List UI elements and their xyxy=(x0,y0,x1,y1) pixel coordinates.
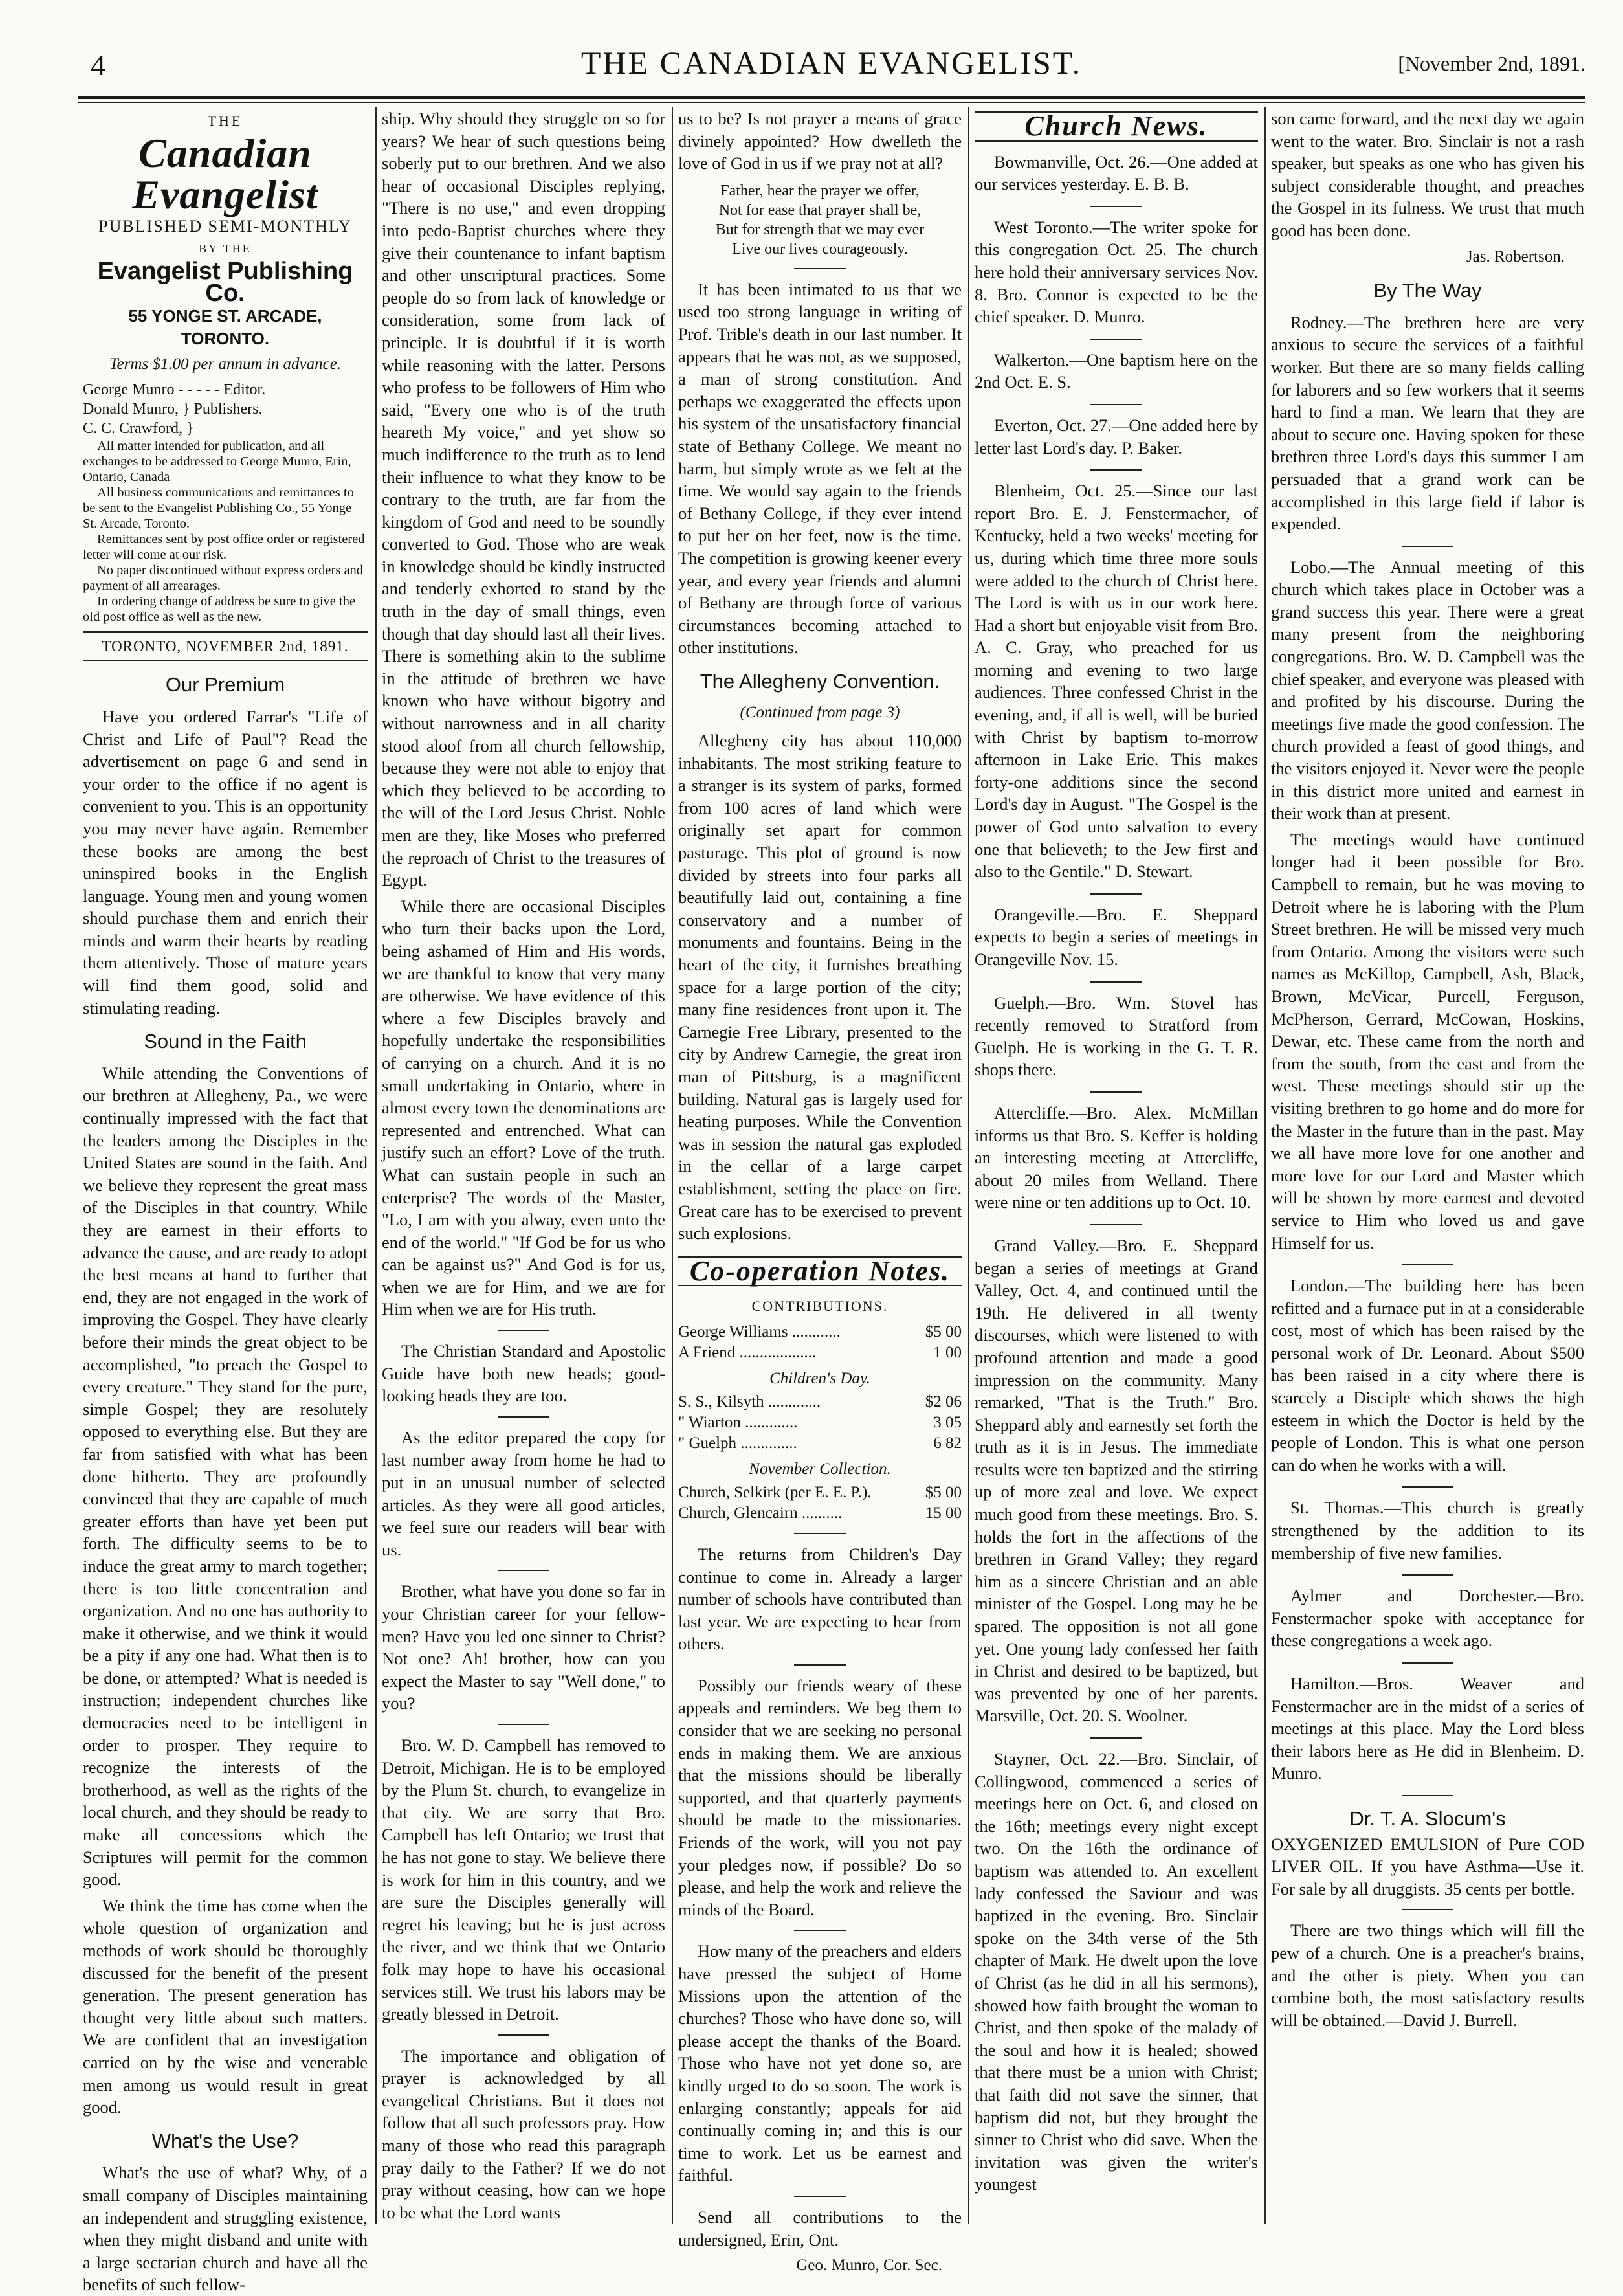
masthead-note: In ordering change of address be sure to give the old post office as well as the new. xyxy=(83,594,356,624)
news-text: Walkerton.—One baptism here on the 2nd Oct. E. S. xyxy=(975,350,1258,392)
use-text: What's the use of what? Why, of a small company of Disciples maintaining an independent and struggling existence, when they might disband and unite with a large sectarian church and have all the benefits of such fellow- xyxy=(83,2163,368,2295)
ledger-amount: $2 06 xyxy=(925,1392,962,1410)
article-paragraph: Bro. W. D. Campbell has removed to Detroit, Michigan. He is to be employed by the Plum St. church, to evangelize in that city. We are sorry that Bro. Campbell has left Ontario; we trust that he has not gone to stay. We believe there is work for him in this country, and we are sure the Disciples generally will regret his leaving; but he is just across the river, and we think that we Ontario folk may hope to have his occasional services still. We trust his labors may be greatly blessed in Detroit. xyxy=(382,1735,665,2024)
masthead-note: No paper discontinued without express orders and payment of all arrearages. xyxy=(83,563,364,593)
news-text: West Toronto.—The writer spoke for this congregation Oct. 25. The church here hold their anniversary services Nov. 8. Bro. Connor is expected to be the chief speaker. D. Munro. xyxy=(975,217,1258,327)
news-text: Everton, Oct. 27.—One added here by letter last Lord's day. P. Baker. xyxy=(975,415,1258,458)
article-paragraph: us to be? Is not prayer a means of grace divinely appointed? How dwelleth the love of God in us if we pray not at all? xyxy=(678,109,962,173)
divider xyxy=(794,2196,846,2197)
news-item xyxy=(975,1102,1258,1214)
news-item xyxy=(975,1234,1258,1727)
article-paragraph: The Christian Standard and Apostolic Guide have both new heads; good-looking heads they are too. xyxy=(382,1341,665,1406)
divider xyxy=(794,268,846,269)
poem xyxy=(678,181,962,259)
article-paragraph: The returns from Children's Day continue to come in. Already a larger number of schools have contributed than last year. We are expecting to hear from others. xyxy=(678,1544,962,1654)
ad-heading: Dr. T. A. Slocum's xyxy=(1349,1807,1506,1830)
ledger-amount: 3 05 xyxy=(933,1413,962,1431)
masthead-address: 55 YONGE ST. ARCADE, TORONTO. xyxy=(128,306,322,348)
news-item xyxy=(975,904,1258,971)
column-1 xyxy=(83,107,368,2295)
masthead-publishers: Donald Munro, } Publishers. xyxy=(83,400,263,418)
page-number: 4 xyxy=(91,49,105,82)
ledger-row xyxy=(678,1433,962,1454)
news-item xyxy=(1271,1673,1584,1785)
premium-text: Have you ordered Farrar's "Life of Christ and Life of Paul"? Read the advertisement on page 6 and send in your order to the office if no agent is convenient to you. This is an opportunity you may never have again. Remember these books are among the best uninspired books in the English language. Young men and young women should purchase them and enrich their minds and warm their hearts by reading them attentively. Those of mature years will find them good, solid and stimulating reading. xyxy=(83,706,368,1018)
ad-text: OXYGENIZED EMULSION of Pure COD LIVER OIL. If you have Asthma—Use it. For sale by all druggists. 35 cents per bottle. xyxy=(1271,1834,1584,1899)
article-paragraph: ship. Why should they struggle on so for years? We hear of such questions being soberly put to our brethren. And we also hear of occasional Disciples replying, "There is no use," and even dropping into pedo-Baptist churches where they give their countenance to infant baptism and other unscriptural practices. Some people do so from lack of knowledge or consideration, some from lack of principle. It is doubtful if it is worth while reasoning with the latter. Persons who profess to be followers of Him who said, "Every one who is of the truth heareth My voice," and yet show so much indifference to the truth as to lend their influence to what they know to be contrary to the truth, are far from the kingdom of God and need to be soundly converted to God. Those who are weak in knowledge should be kindly instructed and tenderly exhorted to stand by the truth in the day of small things, even though that day should last all their lives. There is something akin to the sublime in the attitude of brethren we have known who have without bigotry and without narrowness and in all charity stood aloof from all church fellowship, because they were not able to enjoy that which they believed to be according to the will of the Lord Jesus Christ. Noble men are they, like Moses who preferred the reproach of Christ to the treasures of Egypt. xyxy=(382,109,665,890)
divider xyxy=(1090,981,1142,983)
news-item xyxy=(1271,1497,1584,1564)
masthead-terms: Terms $1.00 per annum in advance. xyxy=(109,355,342,373)
news-text: Stayner, Oct. 22.—Bro. Sinclair, of Collingwood, commenced a series of meetings here on Oct. 6, and closed on the 16th; meetings every night except two. On the 16th the ordinance of baptism was attended to. An excellent lady confessed the Saviour and was baptized in the evening. Bro. Sinclair spoke on the 34th verse of the 5th chapter of Mark. He dwelt upon the love of Christ (as he did in all his sermons), showed how faith brought the woman to Christ, and then spoke of the malady of the soul and how it is healed; showed that there must be a union with Christ; that faith did not save the sinner, that baptism did not, but they brought the sinner to Christ who did save. When the invitation was given the writer's youngest xyxy=(975,1749,1258,2194)
contributions-label: CONTRIBUTIONS. xyxy=(751,1298,889,1315)
allegheny-heading: The Allegheny Convention. xyxy=(700,669,940,693)
ledger-row xyxy=(678,1503,962,1524)
allegheny-subheading: (Continued from page 3) xyxy=(740,704,900,722)
november-label: November Collection. xyxy=(749,1460,891,1478)
ledger-amount: 6 82 xyxy=(933,1434,962,1452)
news-item xyxy=(975,349,1258,394)
masthead-name: Canadian Evangelist xyxy=(132,129,318,217)
news-text: London.—The building here has been refitted and a furnace put in at a considerable cost, most of which has been raised by the personal work of Dr. Leonard. About $500 has been raised in a city where there is scarcely a Disciple which shows the high esteem in which the Doctor is held by the people of London. This is what one person can do when he works with a will. xyxy=(1271,1276,1584,1475)
news-text: Rodney.—The brethren here are very anxious to secure the services of a faithful worker. But there are so many fields calling for laborers and so few workers that it seems hard to find a man. We learn that they are about to secure one. Having spoken for these brethren three Lord's days this summer I am persuaded that a grand work can be accomplished in this large field if labor is expended. xyxy=(1271,312,1584,534)
masthead-published: PUBLISHED SEMI-MONTHLY xyxy=(98,216,352,236)
masthead-publishers-2: C. C. Crawford, } xyxy=(83,419,194,437)
faith-paragraph: While attending the Conventions of our brethren at Allegheny, Pa., we were continually impressed with the fact that the leaders among the Disciples in the United States are sound in the faith. And we believe they represent the great mass of the Disciples in that country. While they are earnest in their efforts to advance the cause, and are ready to adopt the best means at hand to further that end, they are not engaged in the work of improving the Gospel. They have clearly before their minds the great object to be accomplished, "to preach the Gospel to every creature." They stand for the pure, simple Gospel; they are resolutely opposed to everything else. But they are far from satisfied with what has been done hitherto. They are profoundly convinced that they are capable of much greater efforts than have yet been put forth. The difficulty seems to be to induce the great army to march together; there is too little concentration and organization. And no one has authority to make it otherwise, and we think it would be a pity if any one had. What then is to be done, or attempted? What is needed is instruction; independent churches like democracies need to be intelligent in order to prosper. They require to recognize the interests of the brotherhood, as well as the rights of the local church, and they should be ready to make all concessions which the Scriptures will permit for the common good. xyxy=(83,1063,368,1889)
divider xyxy=(1402,1574,1453,1576)
divider xyxy=(498,1570,549,1571)
signature: Jas. Robertson. xyxy=(1466,247,1565,265)
ledger-name: " Guelph .............. xyxy=(678,1434,797,1452)
divider xyxy=(1402,1264,1453,1265)
poem-line: Father, hear the prayer we offer, xyxy=(720,182,920,199)
divider xyxy=(1090,404,1142,405)
poem-line: Not for ease that prayer shall be, xyxy=(718,201,922,219)
church-news-heading: Church News. xyxy=(975,111,1258,142)
column-2 xyxy=(382,107,665,2224)
ledger-amount: 15 00 xyxy=(925,1504,962,1522)
header-rule-thin xyxy=(78,102,1585,103)
divider xyxy=(498,1416,549,1418)
divider xyxy=(498,1330,549,1331)
masthead-note: All business communications and remittances to be sent to the Evangelist Publishing Co., 55 Yonge St. Arcade, Toronto. xyxy=(83,485,354,531)
columns xyxy=(83,107,1584,2295)
news-text: Grand Valley.—Bro. E. Sheppard began a series of meetings at Grand Valley, Oct. 4, and continued until the 19th. He delivered in all twenty discourses, which were listened to with profound attention and made a good impression on the community. Many remarked, "That is the Truth." Bro. Sheppard ably and earnestly set forth the truth as it is in Jesus. The immediate results were ten baptized and the stirring up of more zeal and love. We expect much good from these meetings. Bro. S. holds the fort in the affections of the brethren in Grand Valley; they regard him as a sincere Christian and an able minister of the Gospel. Long may he be spared. The opposition is not all gone yet. One young lady confessed her faith in Christ and desired to be baptized, but was prevented by one of her parents. Marsville, Oct. 20. S. Woolner. xyxy=(975,1235,1258,1726)
premium-heading: Our Premium xyxy=(165,673,285,697)
news-item xyxy=(975,216,1258,328)
masthead-notes xyxy=(83,438,368,625)
ledger-amount: $5 00 xyxy=(925,1322,962,1341)
news-item xyxy=(975,480,1258,883)
column-5 xyxy=(1271,107,1584,2224)
ledger-name: A Friend ................... xyxy=(678,1343,817,1361)
news-text: St. Thomas.—This church is greatly strengthened by the addition to its membership of five new families. xyxy=(1271,1498,1584,1563)
masthead-note: All matter intended for publication, and all exchanges to be addressed to George Munro, Erin, Ontario, Canada xyxy=(83,438,351,484)
news-text: Lobo.—The Annual meeting of this church which takes place in October was a grand success this year. There were a great many present from the neighboring congregations. Bro. W. D. Campbell was the chief speaker, and everyone was pleased with and profited by his discourse. During the meetings five made the good confession. The church provided a feast of good things, and the visitors enjoyed it. Never were the people in this district more united and earnest in their work than at present. xyxy=(1271,557,1584,823)
by-the-way-heading: By The Way xyxy=(1373,279,1482,302)
childrens-day-label: Children's Day. xyxy=(769,1369,870,1387)
ledger-row xyxy=(678,1482,962,1503)
ledger-name: " Wiarton ............. xyxy=(678,1413,798,1431)
divider xyxy=(1090,1224,1142,1225)
masthead-note: Remittances sent by post office order or registered letter will come at our risk. xyxy=(83,531,365,562)
divider xyxy=(1090,469,1142,471)
ledger-name: S. S., Kilsyth ............. xyxy=(678,1392,821,1410)
poem-line: Live our lives courageously. xyxy=(732,240,908,258)
article-paragraph: The importance and obligation of prayer is acknowledged by all evangelical Christians. But it does not follow that all such professors pray. How many of those who read this paragraph pray daily to the Father? If we do not pray without ceasing, how can we hope to be what the Lord wants xyxy=(382,2045,665,2222)
issue-date: [November 2nd, 1891. xyxy=(1398,52,1585,75)
divider xyxy=(1402,1662,1453,1664)
masthead-the: THE xyxy=(207,113,243,129)
news-text: Attercliffe.—Bro. Alex. McMillan informs us that Bro. S. Keffer is holding an interesting meeting at Attercliffe, about 20 miles from Welland. There were nine or ten additions up to Oct. 10. xyxy=(975,1102,1258,1212)
divider xyxy=(794,1533,846,1534)
divider xyxy=(1090,1091,1142,1093)
ledger-name: Church, Selkirk (per E. E. P.). xyxy=(678,1483,872,1501)
divider xyxy=(1090,339,1142,340)
news-item xyxy=(1271,556,1584,1254)
news-text: Orangeville.—Bro. E. Sheppard expects to begin a series of meetings in Orangeville Nov. 15. xyxy=(975,904,1258,969)
ledger-row xyxy=(678,1343,962,1363)
news-item xyxy=(1271,1585,1584,1652)
ledger-name: Church, Glencairn .......... xyxy=(678,1504,843,1522)
divider xyxy=(1402,1795,1453,1796)
news-item xyxy=(975,992,1258,1081)
column-3 xyxy=(678,107,962,2275)
divider xyxy=(1402,1909,1453,1910)
divider xyxy=(794,1930,846,1931)
news-text: Guelph.—Bro. Wm. Stovel has recently removed to Stratford from Guelph. He is working in the G. T. R. shops there. xyxy=(975,992,1258,1080)
article-paragraph: Send all contributions to the undersigned, Erin, Ont. xyxy=(678,2207,962,2249)
faith-heading: Sound in the Faith xyxy=(144,1030,307,1053)
divider xyxy=(794,1664,846,1666)
news-item xyxy=(1271,1275,1584,1476)
news-item xyxy=(1271,311,1584,535)
divider xyxy=(498,1724,549,1725)
signature: Geo. Munro, Cor. Sec. xyxy=(796,2257,942,2275)
article-paragraph: It has been intimated to us that we used too strong language in writing of Prof. Trible's death in our last number. It appears that he was not, as we supposed, a man of strong constitution. And perhaps we exaggerated the effects upon his system of the unsatisfactory financial state of Bethany College. We meant no harm, but simply wrote as we felt at the time. We would say again to the friends of Bethany College, if they ever intend to put her on her feet, now is the time. The competition is growing keener every year, and every year friends and alumni of Bethany are through force of various circumstances becoming attached to other institutions. xyxy=(678,279,962,658)
divider xyxy=(1090,1737,1142,1739)
divider xyxy=(1090,893,1142,895)
faith-paragraph: We think the time has come when the whole question of organization and methods of work should be thoroughly discussed for the benefit of the present generation. The present generation has thought very little about such matters. We are confident that an investigation carried on by the wise and venerable men among us would result in great good. xyxy=(83,1895,368,2117)
divider xyxy=(498,2034,549,2036)
masthead-editor: George Munro - - - - - Editor. xyxy=(83,381,266,398)
masthead-by: BY THE xyxy=(199,242,252,256)
news-item xyxy=(975,414,1258,459)
contributions-ledger xyxy=(678,1322,962,1524)
news-item xyxy=(975,1748,1258,2196)
news-text: Hamilton.—Bros. Weaver and Fenstermacher are in the midst of a series of meetings at this place. May the Lord bless their labors here as He did in Blenheim. D. Munro. xyxy=(1271,1674,1584,1783)
use-heading: What's the Use? xyxy=(151,2129,299,2152)
poem-line: But for strength that we may ever xyxy=(715,221,925,238)
divider xyxy=(1090,206,1142,207)
news-text: Bowmanville, Oct. 26.—One added at our services yesterday. E. B. B. xyxy=(975,151,1258,194)
article-paragraph: As the editor prepared the copy for last number away from home he had to put in an unusual number of selected articles. As they were all good articles, we feel sure our readers will bear with us. xyxy=(382,1427,665,1559)
ledger-row xyxy=(678,1322,962,1343)
news-text: Aylmer and Dorchester.—Bro. Fenstermacher spoke with acceptance for these congregations a week ago. xyxy=(1271,1586,1584,1651)
ledger-amount: $5 00 xyxy=(925,1483,962,1501)
article-paragraph: Brother, what have you done so far in your Christian career for your fellow-men? Have you led one sinner to Christ? Not one? Ah! brother, how can you expect the Master to say "Well done," to you? xyxy=(382,1581,665,1713)
header-rule xyxy=(78,96,1585,99)
ledger-row xyxy=(678,1392,962,1412)
article-paragraph: Possibly our friends weary of these appeals and reminders. We beg them to consider that we are seeking no personal ends in making them. We are anxious that the missions should be liberally supported, and that quarterly payments should be made to the missionaries. Friends of the work, will you not pay your pledges now, if possible? Do so please, and help the work and relieve the minds of the Board. xyxy=(678,1675,962,1919)
masthead-company: Evangelist Publishing Co. xyxy=(97,257,353,307)
divider xyxy=(1402,546,1453,547)
news-text: Blenheim, Oct. 25.—Since our last report Bro. E. J. Fenstermacher, of Kentucky, held a two weeks' meeting for us, during which time three more souls were added to the church of Christ here. The Lord is with us in our work here. Had a short but enjoyable visit from Bro. A. C. Gray, who preached for us morning and evening to two large audiences. Three confessed Christ in the evening, and, if all is well, will be buried with Christ by baptism to-morrow afternoon in Lake Erie. This makes forty-one additions since the second Lord's day in August. "The Gospel is the power of God unto salvation to every one that believeth; to the Jew first and also to the Gentile." D. Stewart. xyxy=(975,481,1258,882)
article-paragraph: son came forward, and the next day we again went to the water. Bro. Sinclair is not a rash speaker, but speaks as one who has given his subject considerable thought, and preaches the Gospel in its fulness. We trust that much good has been done. xyxy=(1271,109,1584,240)
page-header xyxy=(78,43,1585,95)
quote-text: There are two things which will fill the pew of a church. One is a preacher's brains, and the other is piety. When you can combine both, the most satisfactory results will be obtained.—David J. Burrell. xyxy=(1271,1921,1584,2030)
paper-title: THE CANADIAN EVANGELIST. xyxy=(580,45,1083,81)
ledger-row xyxy=(678,1412,962,1433)
column-4 xyxy=(975,107,1258,2224)
coop-heading: Co-operation Notes. xyxy=(678,1256,962,1287)
ledger-name: George Williams ............ xyxy=(678,1322,841,1341)
divider xyxy=(1402,1486,1453,1488)
ledger-amount: 1 00 xyxy=(933,1343,962,1361)
news-item xyxy=(975,151,1258,195)
allegheny-text: Allegheny city has about 110,000 inhabitants. The most striking feature to a stranger is its system of parks, formed from 100 acres of land which were originally set apart for common pasturage. This plot of ground is now divided by streets into four parks all beautifully laid out, containing a fine conservatory and a number of monuments and fountains. Being in the heart of the city, it furnishes breathing space for a large portion of the city; many fine residences front upon it. The Carnegie Free Library, presented to the city by Andrew Carnegie, the great iron man of Pittsburg, is a magnificent building. Natural gas is largely used for heating purposes. While the Convention was in session the natural gas exploded in the cellar of a large carpet establishment, setting the place on fire. Great care has to be exercised to prevent such explosions. xyxy=(678,731,962,1243)
dateline: TORONTO, NOVEMBER 2nd, 1891. xyxy=(83,631,368,663)
news-text: The meetings would have continued longer had it been possible for Bro. Campbell to remain, but he was moving to Detroit where he is laboring with the Plum Street brethren. He will be missed very much from Ontario. Among the visitors were such names as McKillop, Campbell, Ash, Black, Brown, McVicar, Purcell, Ferguson, McPherson, Gerrard, McCowan, Hoskins, Dewar, etc. These came from the north and from the south, from the east and from the west. These meetings should stir up the visiting brethren to go home and do more for the Master in the future than in the past. May we all have more love for one another and more love for our Lord and Master which will be shown by more earnest and devoted service to Him who loved us and gave Himself for us. xyxy=(1271,829,1584,1253)
article-paragraph: How many of the preachers and elders have pressed the subject of Home Missions upon the attention of the churches? Those who have done so, will please accept the thanks of the Board. Those who have not yet done so, are kindly urged to do so soon. The work is enlarging constantly; appeals for aid continually coming in; and this is our time to work. Let us be earnest and faithful. xyxy=(678,1941,962,2185)
masthead xyxy=(83,110,368,662)
article-paragraph: While there are occasional Disciples who turn their backs upon the Lord, being ashamed of Him and His words, we are thankful to know that very many are otherwise. We have evidence of this where a few Disciples bravely and hopefully undertake the responsibilities of carrying on a church. And it is no small undertaking in Ontario, where in almost every town the denominations are represented and entrenched. What can justify such an effort? Love of the truth. What can sustain people in such an enterprise? The words of the Master, "Lo, I am with you alway, even unto the end of the world." "If God be for us who can be against us?" And God is for us, when we are for Him, and we are for Him when we are for His truth. xyxy=(382,896,665,1319)
